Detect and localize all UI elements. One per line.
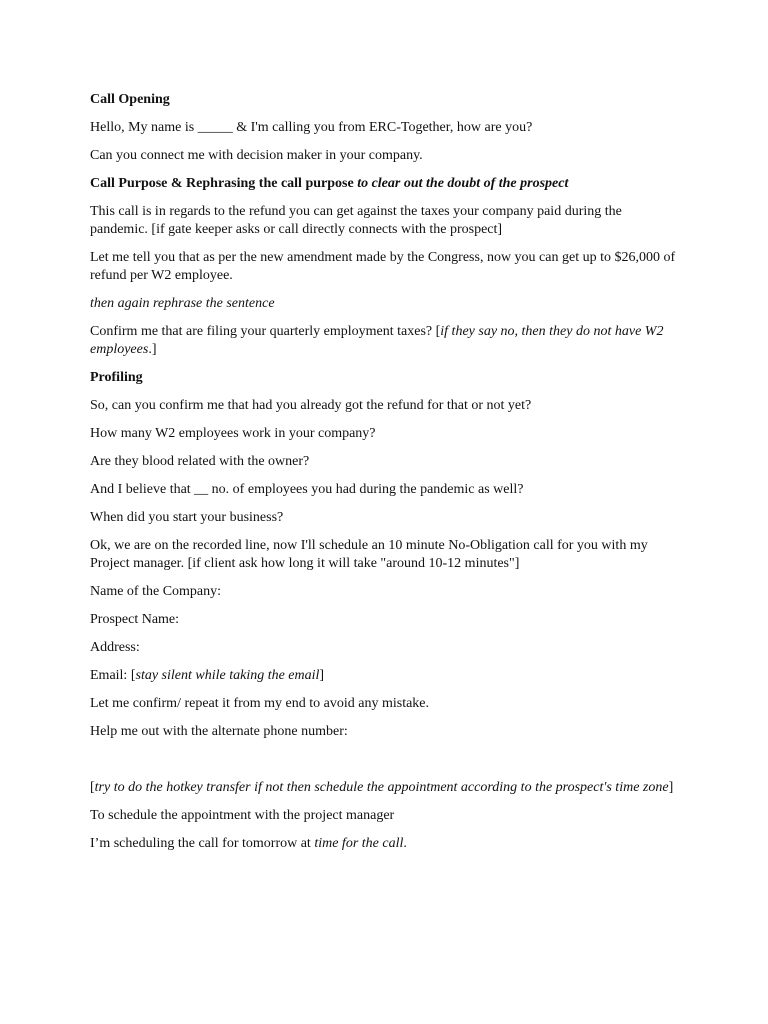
profiling-question-4: And I believe that __ no. of employees you had during the pandemic as well?: [90, 482, 524, 497]
transfer-note: [90, 779, 682, 797]
transfer-italic: try to do the hotkey transfer if not then schedule the appointment according to the prospect's time zone: [94, 780, 669, 795]
company-name-field: Name of the Company:: [90, 584, 222, 599]
profiling-question-1: So, can you confirm me that had you already got the refund for that or not yet?: [90, 398, 532, 413]
tomorrow-line: [90, 835, 682, 853]
tomorrow-prefix: I’m scheduling the call for tomorrow at: [90, 836, 315, 851]
email-field: [90, 667, 682, 685]
transfer-prefix: [: [90, 780, 95, 795]
heading-call-purpose-bold: Call Purpose & Rephrasing the call purpose: [90, 176, 358, 191]
schedule-line: Ok, we are on the recorded line, now I'll schedule an 10 minute No-Obligation call for you with my Project manager. [if client ask how long it will take "around 10-12 minutes"]: [90, 538, 648, 571]
heading-call-purpose: [90, 175, 682, 193]
heading-call-purpose-italic: to clear out the doubt of the prospect: [357, 176, 569, 191]
refund-line: This call is in regards to the refund you can get against the taxes your company paid during the pandemic. [if gate keeper asks or call directly connects with the prospect]: [90, 204, 622, 237]
email-prefix: Email: [: [90, 668, 136, 683]
transfer-suffix: ]: [668, 780, 674, 795]
document-page: [90, 91, 682, 863]
confirm-taxes-suffix: .]: [148, 342, 157, 357]
confirm-taxes-italic: if they say no, then they do not have W2 employees: [90, 324, 664, 357]
prospect-name-field: Prospect Name:: [90, 612, 180, 627]
address-field: Address:: [90, 640, 140, 655]
email-italic: stay silent while taking the email: [135, 668, 320, 683]
heading-profiling: Profiling: [90, 370, 143, 385]
alt-phone-field: Help me out with the alternate phone number:: [90, 724, 348, 739]
profiling-question-5: When did you start your business?: [90, 510, 284, 525]
amendment-line: Let me tell you that as per the new amendment made by the Congress, now you can get up to $26,000 of refund per W2 employee.: [90, 250, 676, 283]
profiling-question-3: Are they blood related with the owner?: [90, 454, 310, 469]
confirm-taxes-line: [90, 323, 682, 359]
tomorrow-italic: time for the call: [314, 836, 404, 851]
greeting-line: Hello, My name is _____ & I'm calling you from ERC-Together, how are you?: [90, 120, 533, 135]
schedule-pm-line: To schedule the appointment with the project manager: [90, 808, 395, 823]
connect-line: Can you connect me with decision maker in your company.: [90, 148, 423, 163]
blank-spacer: [90, 751, 682, 779]
rephrase-note: then again rephrase the sentence: [90, 296, 275, 311]
email-suffix: ]: [319, 668, 325, 683]
tomorrow-suffix: .: [403, 836, 407, 851]
heading-call-opening: Call Opening: [90, 92, 170, 107]
profiling-question-2: How many W2 employees work in your company?: [90, 426, 376, 441]
confirm-taxes-prefix: Confirm me that are filing your quarterly employment taxes? [: [90, 324, 441, 339]
confirm-repeat-line: Let me confirm/ repeat it from my end to avoid any mistake.: [90, 696, 430, 711]
